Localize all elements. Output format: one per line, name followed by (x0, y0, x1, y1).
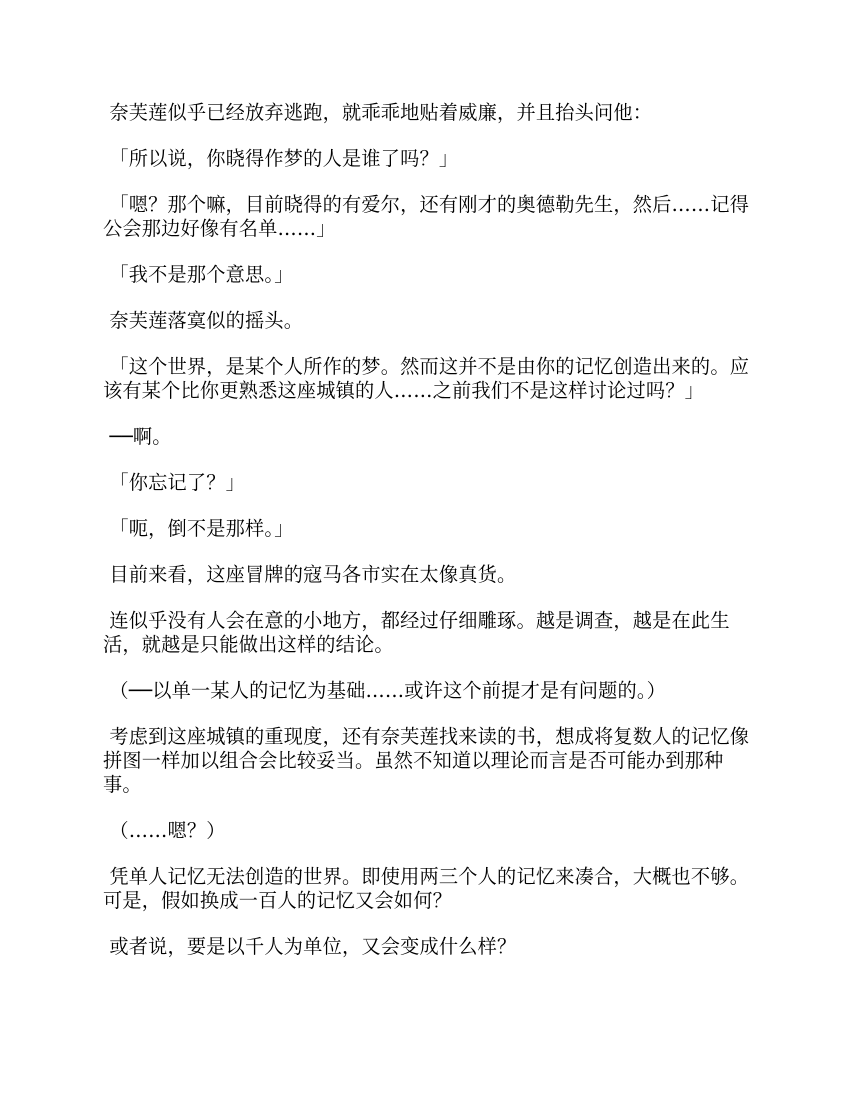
paragraph: 或者说，要是以千人为单位，又会变成什么样？ (103, 935, 517, 958)
paragraph: 奈芙莲落寞似的摇头。 (103, 309, 304, 332)
paragraph: 「你忘记了？」 (103, 471, 246, 494)
paragraph: 考虑到这座城镇的重现度，还有奈芙莲找来读的书，想成将复数人的记忆像拼图一样加以组合会比较妥当。虽然不知道以理论而言是否可能办到那种事。 (103, 725, 750, 796)
paragraph: 「我不是那个意思。」 (103, 263, 294, 286)
paragraph: 目前来看，这座冒牌的寇马各市实在太像真货。 (103, 563, 517, 586)
paragraph: 「这个世界，是某个人所作的梦。然而这并不是由你的记忆创造出来的。应该有某个比你更熟悉这座城镇的人……之前我们不是这样讨论过吗？」 (103, 355, 750, 402)
paragraph: 「嗯？那个嘛，目前晓得的有爱尔，还有刚才的奥德勒先生，然后……记得公会那边好像有名单……」 (103, 193, 750, 240)
paragraph: 连似乎没有人会在意的小地方，都经过仔细雕琢。越是调查，越是在此生活，就越是只能做出这样的结论。 (103, 609, 730, 656)
paragraph: （──以单一某人的记忆为基础……或许这个前提才是有问题的。） (103, 679, 667, 702)
paragraph: 「所以说，你晓得作梦的人是谁了吗？」 (103, 147, 459, 170)
paragraph: ──啊。 (103, 425, 172, 448)
paragraph: （……嗯？） (103, 819, 226, 842)
body-text (103, 101, 753, 981)
paragraph: 奈芙莲似乎已经放弃逃跑，就乖乖地贴着威廉，并且抬头问他： (103, 101, 653, 124)
paragraph: 凭单人记忆无法创造的世界。即使用两三个人的记忆来凑合，大概也不够。可是，假如换成一百人的记忆又会如何？ (103, 865, 750, 912)
paragraph: 「呃，倒不是那样。」 (103, 517, 294, 540)
